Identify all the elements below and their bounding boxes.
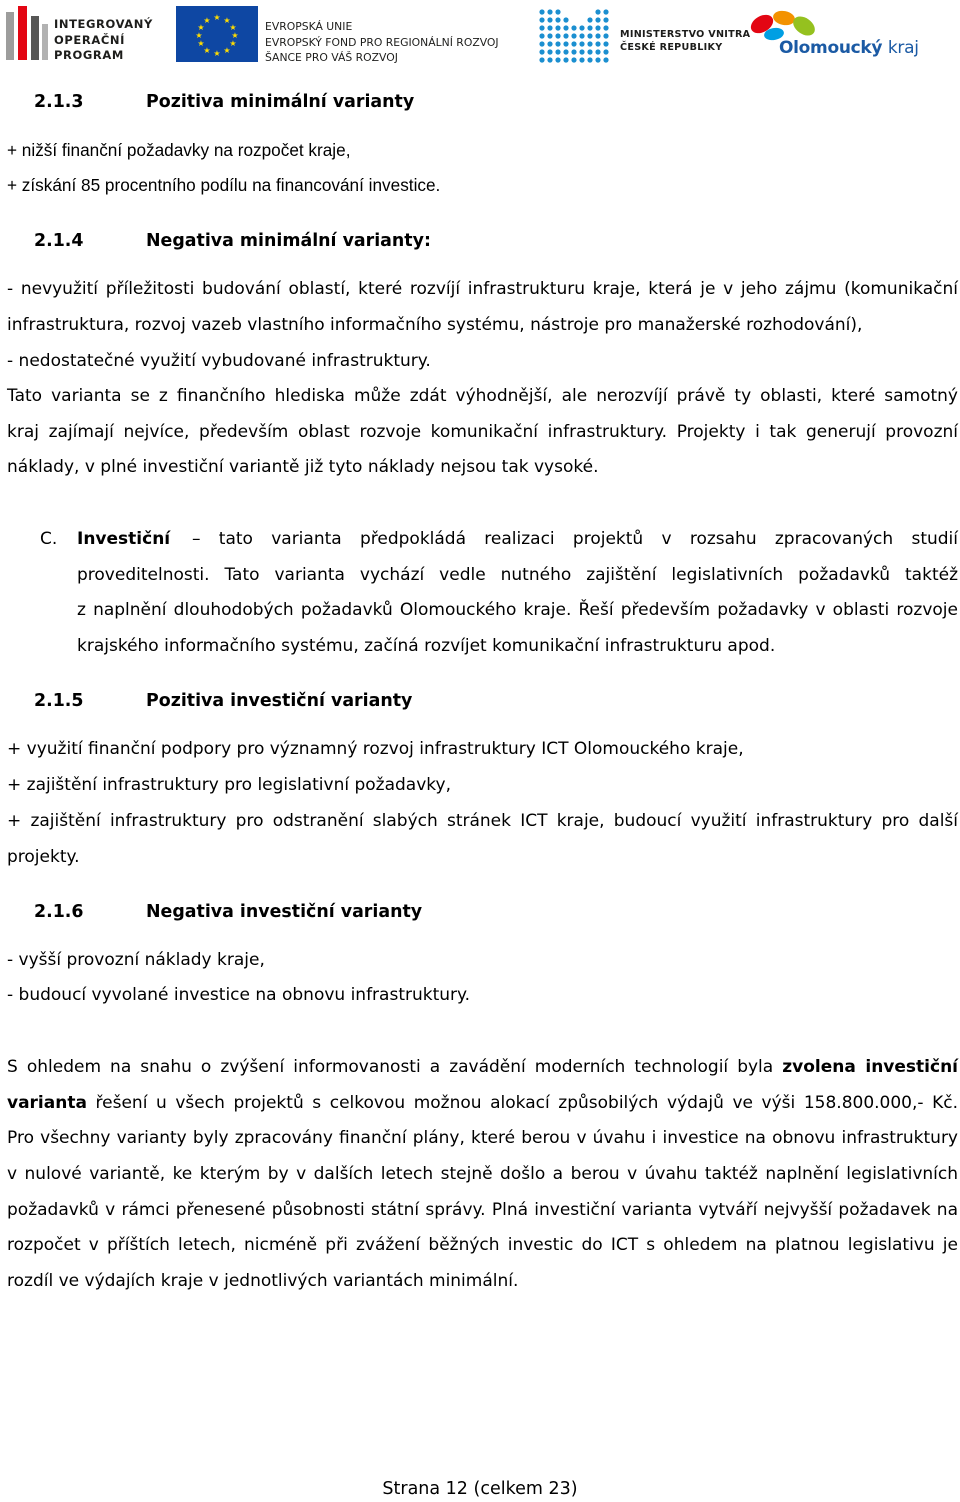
eu-logo [176,4,506,64]
svg-text:★: ★ [229,39,237,48]
paragraph-line: krajského informačního systému, začíná rozvíjet komunikační infrastrukturu apod. [77,636,776,656]
section-number: 2.1.5 [34,691,84,711]
paragraph-line: proveditelnosti. Tato varianta vychází vedle nutného zajištění legislativních požadavků taktéž [77,565,958,585]
list-item-continuation: infrastruktura, rozvoj vazeb vlastního informačního systému, nástroje pro manažerské rozhodování), [7,315,863,335]
paragraph-line: náklady, v plné investiční variantě již tyto náklady nejsou tak vysoké. [7,457,599,477]
header-logos [0,0,960,66]
svg-text:★: ★ [197,39,205,48]
list-item: - vyšší provozní náklady kraje, [7,950,265,970]
svg-text:★: ★ [213,13,221,22]
list-item: - budoucí vyvolané investice na obnovu infrastruktury. [7,985,471,1005]
svg-text:★: ★ [213,49,221,58]
iop-emblem-icon [6,6,50,60]
list-item: + využití finanční podpory pro významný rozvoj infrastruktury ICT Olomouckého kraje, [7,739,744,759]
paragraph-line: požadavků v rámci přenesené působnosti státní správy. Plná investiční varianta vytváří nejvyšší požadavek na [7,1200,958,1220]
olomoucky-kraj-logo [746,4,919,64]
page-number: Strana 12 (celkem 23) [382,1479,578,1499]
svg-text:★: ★ [229,23,237,32]
paragraph-line: rozdíl ve výdajích kraje v jednotlivých variantách minimální. [7,1271,519,1291]
svg-text:★: ★ [203,16,211,25]
mv-logo [536,4,751,64]
mv-dots-icon [536,6,612,64]
iop-logo [6,4,154,64]
emphasis: varianta [7,1093,87,1113]
section-heading: Pozitiva minimální varianty [146,92,415,112]
iop-logo-text: INTEGROVANÝ OPERAČNÍ PROGRAM [54,17,153,62]
svg-text:★: ★ [231,31,239,40]
olomoucky-kraj-logo-text: Olomoucký kraj [779,38,919,58]
section-number: 2.1.4 [34,231,84,251]
paragraph-line: varianta řešení u všech projektů s celkovou možnou alokací způsobilých výdajů ve výši 158.800.000,- Kč. [7,1093,959,1113]
list-item: + zajištění infrastruktury pro odstranění slabých stránek ICT kraje, budoucí využití infrastruktury pro další [7,811,958,831]
section-number: 2.1.3 [34,92,84,112]
paragraph-line: S ohledem na snahu o zvýšení informovanosti a zavádění moderních technologií byla zvolena investiční [7,1057,958,1077]
emphasis: zvolena investiční [782,1057,958,1077]
list-item: - nedostatečné využití vybudované infrastruktury. [7,351,431,371]
paragraph-line: Tato varianta se z finančního hlediska může zdát výhodnější, ale nerozvíjí právě ty oblasti, které samotný [7,386,958,406]
paragraph-line: kraj zajímají nejvíce, především oblast rozvoje komunikační infrastruktury. Projekty i tak generují provozní [7,422,958,442]
mv-logo-text: MINISTERSTVO VNITRA ČESKÉ REPUBLIKY [620,29,751,53]
list-item-continuation: projekty. [7,847,80,867]
list-item: + získání 85 procentního podílu na financování investice. [7,175,441,195]
section-heading: Negativa investiční varianty [146,902,423,922]
paragraph-line: Pro všechny varianty byly zpracovány finanční plány, které berou v úvahu i investice na obnovu infrastruktury [7,1128,958,1148]
section-heading: Pozitiva investiční varianty [146,691,413,711]
variant-label: Investiční [77,529,171,549]
list-item: - nevyužití příležitosti budování oblastí, které rozvíjí infrastrukturu kraje, která je v jeho zájmu (komunikační [7,279,958,299]
paragraph-line: – tato varianta předpokládá realizaci projektů v rozsahu zpracovaných studií [192,529,958,549]
svg-text:★: ★ [197,23,205,32]
svg-text:★: ★ [223,16,231,25]
paragraph-line: z naplnění dlouhodobých požadavků Olomouckého kraje. Řeší především požadavky v oblasti rozvoje [77,600,958,620]
section-heading: Negativa minimální varianty: [146,231,431,251]
svg-text:★: ★ [223,46,231,55]
paragraph-line: rozpočet v příštích letech, nicméně při zvážení běžných investic do ICT s ohledem na platnou legislativu je [7,1235,958,1255]
eu-logo-text: EVROPSKÁ UNIE EVROPSKÝ FOND PRO REGIONÁLNÍ ROZVOJ ŠANCE PRO VÁŠ ROZVOJ [265,20,499,64]
eu-flag-icon [176,6,258,62]
section-number: 2.1.6 [34,902,84,922]
svg-text:★: ★ [203,46,211,55]
list-item: + zajištění infrastruktury pro legislativní požadavky, [7,775,451,795]
svg-text:★: ★ [195,31,203,40]
variant-letter: C. [40,529,58,549]
paragraph-line: v nulové variantě, ke kterým by v dalších letech stejně došlo a berou v úvahu taktéž naplnění legislativních [7,1164,958,1184]
list-item: + nižší finanční požadavky na rozpočet kraje, [7,140,351,160]
